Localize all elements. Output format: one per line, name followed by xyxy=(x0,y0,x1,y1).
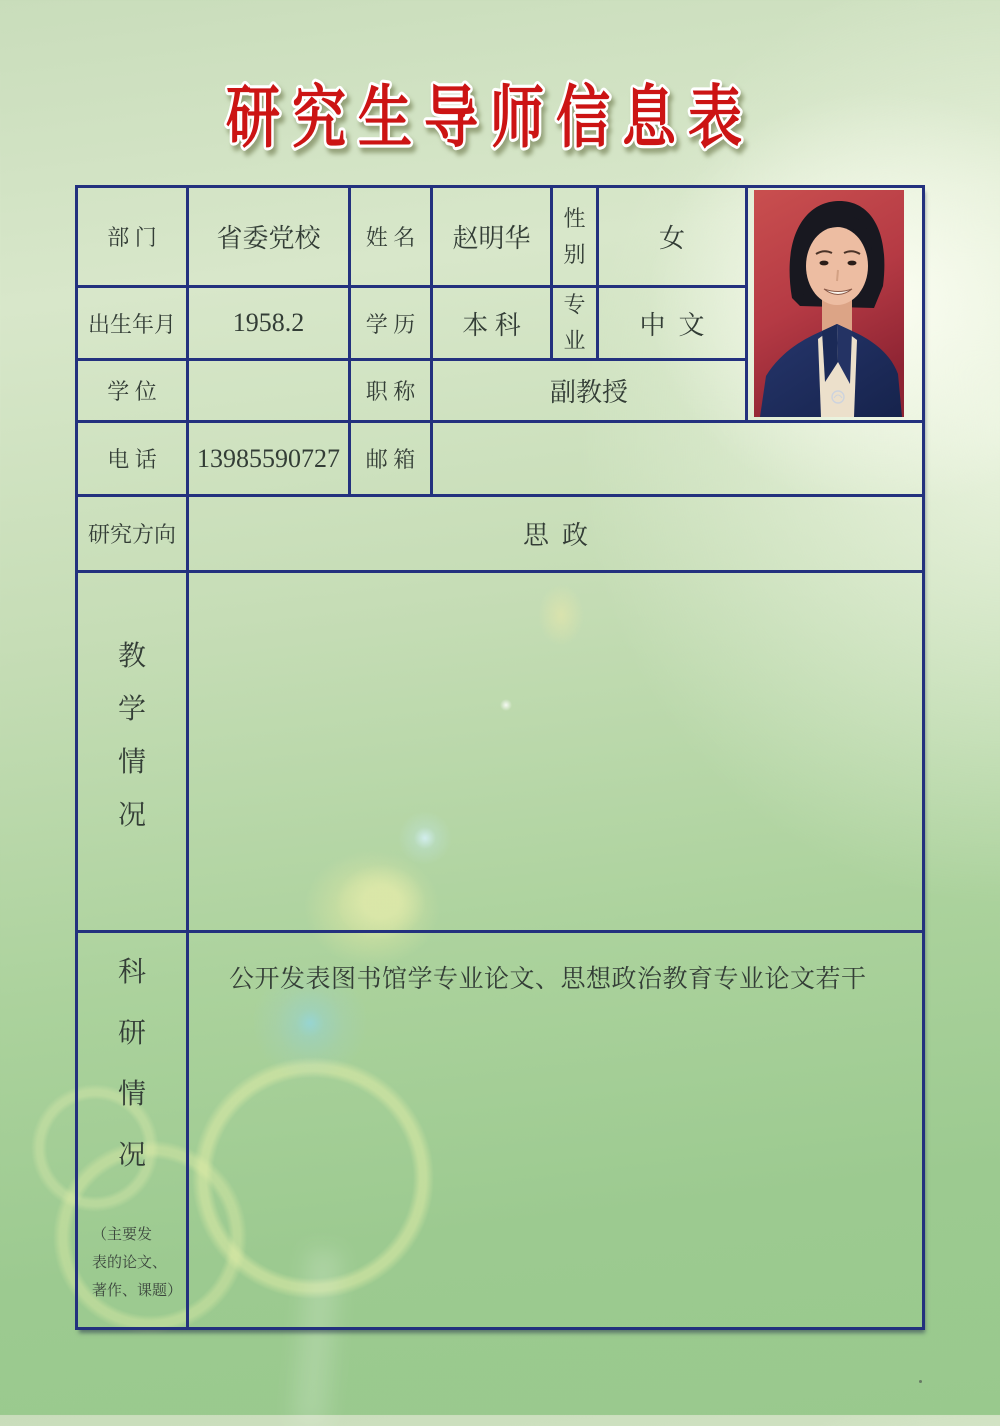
education-label: 学 历 xyxy=(351,288,433,361)
research-note-line: 著作、课题） xyxy=(92,1283,183,1299)
major-label-char: 专 xyxy=(563,292,586,317)
teaching-content xyxy=(189,573,922,933)
phone-label: 电 话 xyxy=(78,423,189,497)
research-note-line: （主要发 xyxy=(92,1227,153,1243)
research-content: 公开发表图书馆学专业论文、思想政治教育专业论文若干 xyxy=(229,966,867,993)
birth-value: 1958.2 xyxy=(189,288,351,361)
teaching-label-char: 况 xyxy=(117,800,146,831)
major-label-char: 业 xyxy=(563,328,586,353)
degree-label: 学 位 xyxy=(78,361,189,423)
info-table xyxy=(75,185,925,1330)
major-value: 中 文 xyxy=(599,288,748,361)
photo-cell xyxy=(748,188,922,423)
research-label-char: 研 xyxy=(117,1018,146,1049)
gender-label-char: 别 xyxy=(563,241,586,267)
prof-title-value: 副教授 xyxy=(433,361,748,423)
gender-value: 女 xyxy=(599,188,748,288)
major-label xyxy=(553,288,599,361)
prof-title-label: 职 称 xyxy=(351,361,433,423)
research-direction-label: 研究方向 xyxy=(78,497,189,573)
portrait-photo xyxy=(754,190,904,417)
name-value: 赵明华 xyxy=(433,188,553,288)
page-title xyxy=(0,0,1000,175)
page-title-text: 研究生导师信息表 xyxy=(226,80,754,157)
birth-label: 出生年月 xyxy=(78,288,189,361)
research-label-char: 况 xyxy=(117,1140,146,1171)
phone-value: 13985590727 xyxy=(189,423,351,497)
email-label: 邮 箱 xyxy=(351,423,433,497)
email-value xyxy=(433,423,922,497)
teaching-label-char: 学 xyxy=(117,694,146,725)
degree-value xyxy=(189,361,351,423)
gender-label-char: 性 xyxy=(563,205,586,231)
research-note xyxy=(78,1221,186,1327)
research-note-line: 表的论文、 xyxy=(92,1255,168,1271)
name-label: 姓 名 xyxy=(351,188,433,288)
dept-value: 省委党校 xyxy=(189,188,351,288)
research-direction-value: 思 政 xyxy=(189,497,922,573)
research-label-char: 科 xyxy=(117,957,146,988)
teaching-label xyxy=(78,573,189,933)
dept-label: 部 门 xyxy=(78,188,189,288)
dust-speck xyxy=(919,1380,922,1383)
gender-label xyxy=(553,188,599,288)
teaching-label-char: 情 xyxy=(117,747,146,778)
teaching-label-char: 教 xyxy=(117,641,146,672)
research-label xyxy=(78,933,189,1327)
education-value: 本 科 xyxy=(433,288,553,361)
research-label-char: 情 xyxy=(117,1079,146,1110)
